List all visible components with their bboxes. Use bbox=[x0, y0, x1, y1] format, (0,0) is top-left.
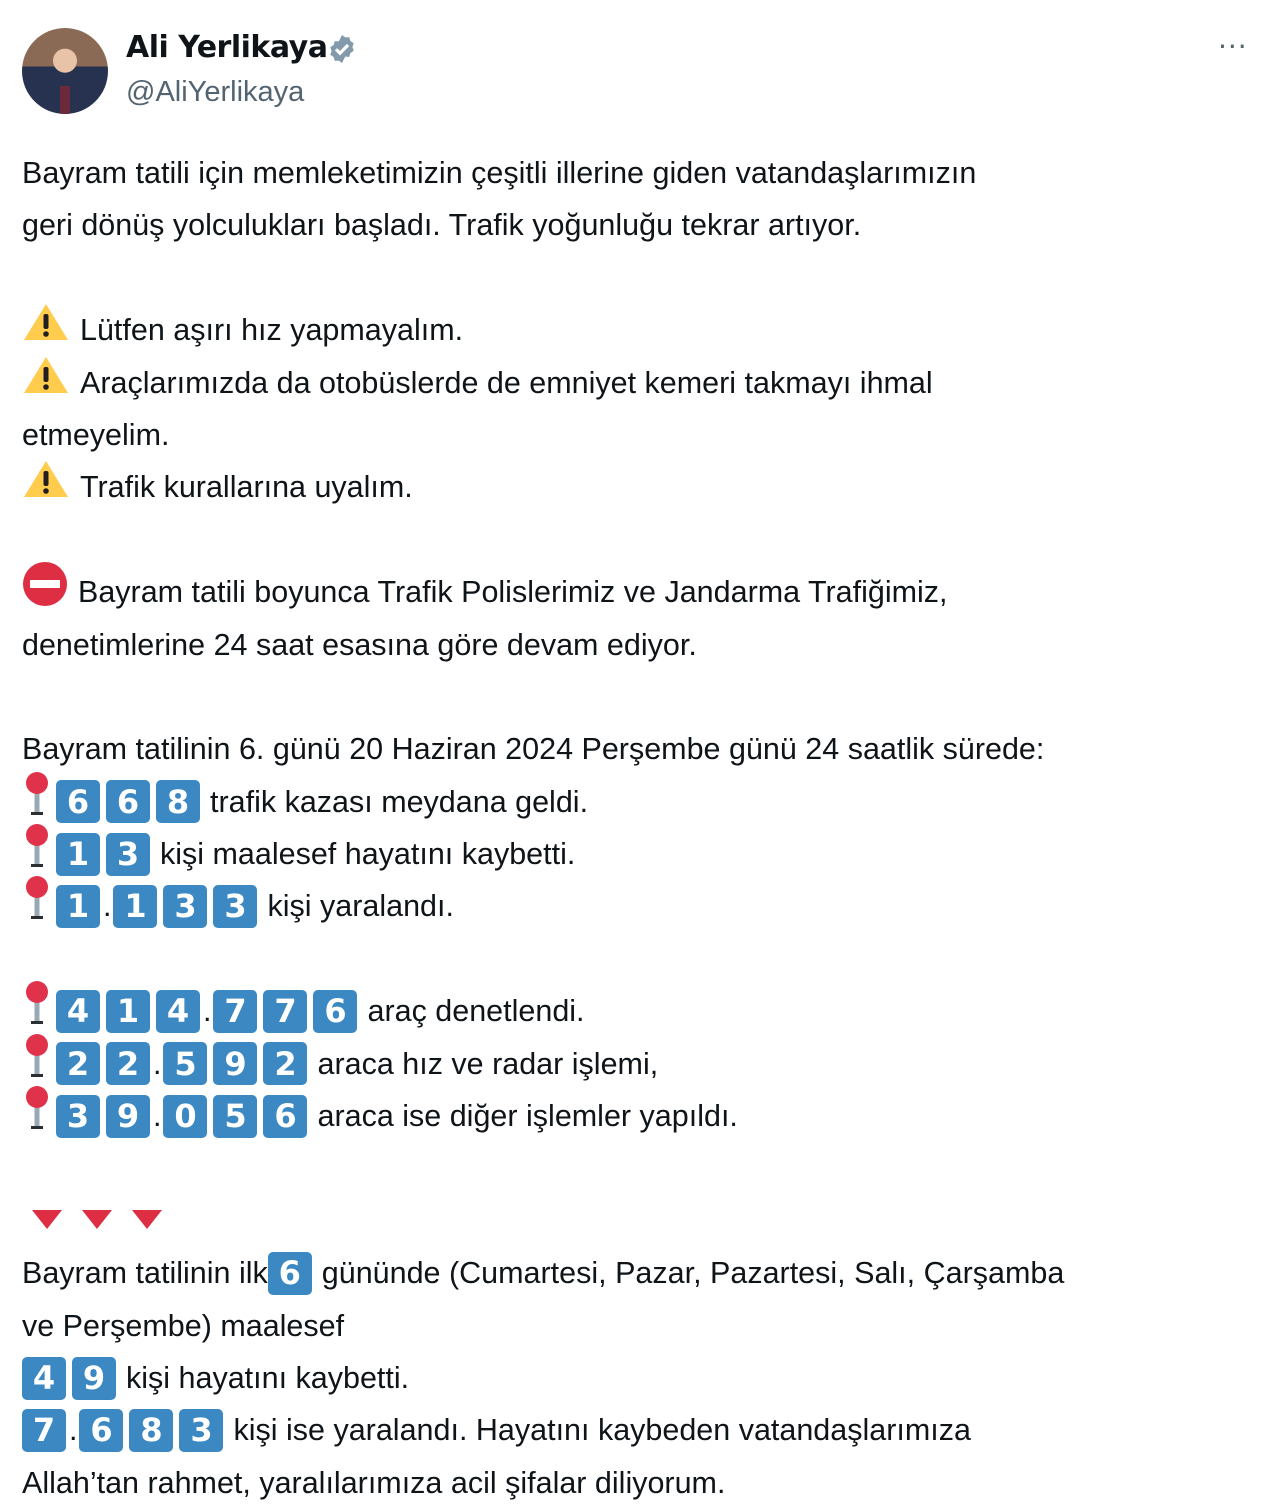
text-line bbox=[22, 199, 1272, 251]
text-line bbox=[22, 1247, 1272, 1299]
avatar[interactable] bbox=[22, 28, 108, 114]
keycap-digit: 4 bbox=[156, 990, 200, 1033]
text-segment: kişi ise yaralandı. Hayatını kaybeden vatandaşlarımıza bbox=[233, 1413, 971, 1448]
keycap-digit: 4 bbox=[56, 990, 100, 1033]
text-segment: etmeyelim. bbox=[22, 417, 170, 452]
text-line bbox=[22, 1038, 1272, 1090]
blank-line bbox=[22, 1142, 1272, 1194]
keycap-digit: 5 bbox=[213, 1095, 257, 1138]
keycap-digit: 9 bbox=[106, 1095, 150, 1138]
keycap-digit: 6 bbox=[313, 990, 357, 1033]
keycap-digit: 4 bbox=[22, 1357, 66, 1400]
text-line bbox=[22, 147, 1272, 199]
author-handle[interactable]: @AliYerlikaya bbox=[126, 76, 305, 108]
text-segment: ve Perşembe) maalesef bbox=[22, 1308, 345, 1343]
keycap-digit: 7 bbox=[213, 990, 257, 1033]
more-options-icon[interactable]: ··· bbox=[1218, 30, 1248, 63]
keycap-digit: 6 bbox=[106, 780, 150, 823]
keycap-digit: 0 bbox=[163, 1095, 207, 1138]
text-segment: kişi yaralandı. bbox=[267, 889, 454, 924]
verified-badge-icon bbox=[326, 33, 358, 65]
triangle-down-icon bbox=[130, 1195, 164, 1247]
keycap-digit: 6 bbox=[263, 1095, 307, 1138]
keycap-digit: 6 bbox=[268, 1252, 312, 1295]
keycap-digit: 2 bbox=[106, 1042, 150, 1085]
text-segment: Allah’tan rahmet, yaralılarımıza acil şifalar diliyorum. bbox=[22, 1465, 726, 1500]
text-segment: Lütfen aşırı hız yapmayalım. bbox=[80, 313, 464, 348]
warning-icon bbox=[22, 355, 70, 411]
keycap-digit: 6 bbox=[79, 1409, 123, 1452]
separator-dot: . bbox=[153, 1099, 162, 1134]
warning-icon bbox=[22, 459, 70, 515]
keycap-digit: 7 bbox=[263, 990, 307, 1033]
separator-dot: . bbox=[69, 1413, 78, 1448]
text-line bbox=[22, 828, 1272, 880]
keycap-digit: 3 bbox=[106, 833, 150, 876]
keycap-digit: 6 bbox=[56, 780, 100, 823]
text-line bbox=[22, 985, 1272, 1037]
text-line bbox=[22, 776, 1272, 828]
keycap-digit: 8 bbox=[156, 780, 200, 823]
text-line bbox=[22, 1195, 1272, 1247]
blank-line bbox=[22, 671, 1272, 723]
triangle-down-icon bbox=[30, 1195, 64, 1247]
blank-line bbox=[22, 933, 1272, 985]
tweet-text bbox=[22, 147, 1272, 1509]
keycap-digit: 2 bbox=[263, 1042, 307, 1085]
keycap-digit: 7 bbox=[22, 1409, 66, 1452]
keycap-digit: 1 bbox=[106, 990, 150, 1033]
keycap-digit: 3 bbox=[213, 885, 257, 928]
separator-dot: . bbox=[203, 994, 212, 1029]
warning-icon bbox=[22, 302, 70, 358]
text-line bbox=[22, 304, 1272, 356]
blank-line bbox=[22, 252, 1272, 304]
text-line bbox=[22, 1457, 1272, 1509]
keycap-digit: 3 bbox=[163, 885, 207, 928]
text-segment: trafik kazası meydana geldi. bbox=[210, 784, 589, 819]
pin-icon bbox=[22, 1085, 52, 1147]
text-line bbox=[22, 619, 1272, 671]
text-line bbox=[22, 723, 1272, 775]
text-segment: geri dönüş yolculukları başladı. Trafik yoğunluğu tekrar artıyor. bbox=[22, 208, 862, 243]
keycap-digit: 5 bbox=[163, 1042, 207, 1085]
text-line bbox=[22, 1352, 1272, 1404]
text-segment: Trafik kurallarına uyalım. bbox=[80, 470, 413, 505]
text-segment: kişi hayatını kaybetti. bbox=[126, 1360, 410, 1395]
blank-line bbox=[22, 514, 1272, 566]
text-line bbox=[22, 461, 1272, 513]
keycap-digit: 2 bbox=[56, 1042, 100, 1085]
text-segment: gününde (Cumartesi, Pazar, Pazartesi, Salı, Çarşamba bbox=[321, 1256, 1065, 1291]
separator-dot: . bbox=[153, 1046, 162, 1081]
text-segment: denetimlerine 24 saat esasına göre devam ediyor. bbox=[22, 627, 697, 662]
text-line bbox=[22, 1404, 1272, 1456]
text-line bbox=[22, 409, 1272, 461]
author-name[interactable]: Ali Yerlikaya bbox=[126, 30, 328, 65]
keycap-digit: 3 bbox=[179, 1409, 223, 1452]
text-line bbox=[22, 1300, 1272, 1352]
text-segment: araç denetlendi. bbox=[367, 994, 585, 1029]
keycap-digit: 1 bbox=[56, 885, 100, 928]
text-segment: araca hız ve radar işlemi, bbox=[317, 1046, 659, 1081]
keycap-digit: 3 bbox=[56, 1095, 100, 1138]
text-line bbox=[22, 1090, 1272, 1142]
triangle-down-icon bbox=[80, 1195, 114, 1247]
text-segment: Bayram tatili için memleketimizin çeşitli illerine giden vatandaşlarımızın bbox=[22, 156, 977, 190]
keycap-digit: 8 bbox=[129, 1409, 173, 1452]
text-line bbox=[22, 880, 1272, 932]
text-segment: araca ise diğer işlemler yapıldı. bbox=[317, 1099, 738, 1134]
text-segment: Araçlarımızda da otobüslerde de emniyet kemeri takmayı ihmal bbox=[80, 365, 933, 400]
text-line bbox=[22, 566, 1272, 618]
separator-dot: . bbox=[103, 889, 112, 924]
keycap-digit: 9 bbox=[72, 1357, 116, 1400]
text-line bbox=[22, 357, 1272, 409]
keycap-digit: 9 bbox=[213, 1042, 257, 1085]
text-segment: kişi maalesef hayatını kaybetti. bbox=[160, 837, 576, 872]
pin-icon bbox=[22, 875, 52, 937]
text-segment: Bayram tatilinin ilk bbox=[22, 1256, 268, 1291]
keycap-digit: 1 bbox=[113, 885, 157, 928]
text-segment: Bayram tatili boyunca Trafik Polislerimiz ve Jandarma Trafiğimiz, bbox=[78, 575, 948, 610]
text-segment: Bayram tatilinin 6. günü 20 Haziran 2024 Perşembe günü 24 saatlik sürede: bbox=[22, 732, 1045, 767]
no-entry-icon bbox=[22, 561, 68, 623]
keycap-digit: 1 bbox=[56, 833, 100, 876]
